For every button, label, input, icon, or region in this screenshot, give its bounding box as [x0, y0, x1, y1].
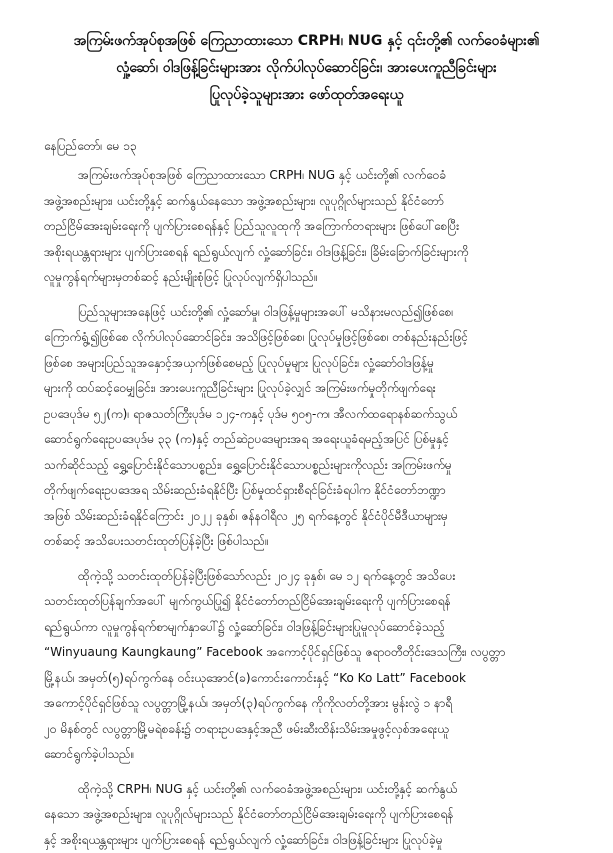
paragraph-line: အကောင့်ပိုင်ရှင်ဖြစ်သူ လပွတ္တာမြို့နယ်၊ အမှတ်(၃)ရပ်ကွက်နေ ကိုကိုလတ်တို့အား မွန်းလွဲ ၁ နာရီ	[44, 691, 569, 717]
paragraph-line: လူမှုကွန်ရက်များမှတစ်ဆင့် နည်းမျိုးစုံဖြင့် ပြုလုပ်လျက်ရှိပါသည်။	[44, 265, 569, 291]
paragraph-4	[44, 777, 569, 853]
paragraph-line: အစိုးရယန္တရားများ ပျက်ပြားစေရန် ရည်ရွယ်လျက် လှုံ့ဆော်ခြင်း၊ ဝါဒဖြန့်ခြင်း၊ ခြိမ်းခြောက်ခြင်းများကို	[44, 240, 569, 266]
paragraph-line: ပြည်သူများအနေဖြင့် ယင်းတို့၏ လှုံ့ဆော်မှု၊ ဝါဒဖြန့်မှုများအပေါ် မသိနားမလည်၍ဖြစ်စေ၊	[44, 300, 569, 326]
paragraph-line: အကြမ်းဖက်အုပ်စုအဖြစ် ကြေညာထားသော CRPH၊ NUG နှင့် ယင်းတို့၏ လက်ဝေခံ	[44, 163, 569, 189]
paragraph-line: ၂၀ မိနစ်တွင် လပွတ္တာမြို့မရဲစခန်း၌ တရားဥပဒေနှင့်အညီ ဖမ်းဆီးထိန်းသိမ်းအမှုဖွင့်လှစ်အရေးယူ	[44, 717, 569, 743]
paragraph-line: ကြောက်ရွံ့၍ဖြစ်စေ လိုက်ပါလုပ်ဆောင်ခြင်း၊ အသိဖြင့်ဖြစ်စေ၊ ပြုလုပ်မှုဖြင့်ဖြစ်စေ၊ တစ်နည်းနည်းဖြင့်	[44, 325, 569, 351]
paragraph-line: ဆောင်ရွက်ခဲ့ပါသည်။	[44, 742, 569, 768]
paragraph-line: တစ်ဆင့် အသိပေးသတင်းထုတ်ပြန်ခဲ့ပြီး ဖြစ်ပါသည်။	[44, 529, 569, 555]
paragraph-line: မြို့နယ်၊ အမှတ်(၅)ရပ်ကွက်နေ ဝင်းယုအောင်(ခ)ကောင်းကောင်းနှင့် “Ko Ko Latt” Facebook	[44, 666, 569, 692]
paragraph-line: များကို ထပ်ဆင့်ဝေမျှခြင်း၊ အားပေးကူညီခြင်းများ ပြုလုပ်ခဲ့လျှင် အကြမ်းဖက်မှုတိုက်ဖျက်ရေး	[44, 376, 569, 402]
paragraph-line: ရည်ရွယ်ကာ လူမှုကွန်ရက်စာမျက်နှာပေါ်၌ လှုံ့ဆော်ခြင်း၊ ဝါဒဖြန့်ခြင်းများပြုမူလုပ်ဆောင်ခဲ့သည့်	[44, 615, 569, 641]
title-line: ပြုလုပ်ခဲ့သူများအား ဖော်ထုတ်အရေးယူ	[44, 82, 569, 109]
paragraph-line: နေသော အဖွဲ့အစည်းများ၊ လူပုဂ္ဂိုလ်များသည် နိုင်ငံတော်တည်ငြိမ်အေးချမ်းရေးကို ပျက်ပြားစေရန်	[44, 802, 569, 828]
paragraph-line: သတင်းထုတ်ပြန်ချက်အပေါ် မျက်ကွယ်ပြု၍ နိုင်ငံတော်တည်ငြိမ်အေးချမ်းရေးကို ပျက်ပြားစေရန်	[44, 589, 569, 615]
dateline: နေပြည်တော်၊ မေ ၁၃	[44, 135, 569, 157]
title-line: လှုံ့ဆော်၊ ဝါဒဖြန့်ခြင်းများအား လိုက်ပါလုပ်ဆောင်ခြင်း၊ အားပေးကူညီခြင်းများ	[44, 55, 569, 82]
title-line: အကြမ်းဖက်အုပ်စုအဖြစ် ကြေညာထားသော CRPH၊ NUG နှင့် ၎င်းတို့၏ လက်ဝေခံများ၏	[44, 28, 569, 55]
paragraph-2	[44, 300, 569, 555]
document-title	[44, 28, 569, 109]
paragraph-line: “Winyuaung Kaungkaung” Facebook အကောင့်ပိုင်ရှင်ဖြစ်သူ ဇရာဝတီတိုင်းဒေသကြီး၊ လပွတ္တာ	[44, 640, 569, 666]
paragraph-line: နှင့် အစိုးရယန္တရားများ ပျက်ပြားစေရန် ရည်ရွယ်လျက် လှုံ့ဆော်ခြင်း၊ ဝါဒဖြန့်ခြင်းများ ပြုလုပ်ခဲ့မှု	[44, 828, 569, 853]
paragraph-line: ထိုကဲ့သို့ CRPH၊ NUG နှင့် ယင်းတို့၏ လက်ဝေခံအဖွဲ့အစည်းများ၊ ယင်းတို့နှင့် ဆက်နွယ်	[44, 777, 569, 803]
paragraph-line: ဖြစ်စေ အများပြည်သူအနှောင့်အယှက်ဖြစ်စေမည့် ပြုလုပ်မှုများ ပြုလုပ်ခြင်း၊ လှုံ့ဆော်ဝါဒဖြန့်မှု	[44, 351, 569, 377]
paragraph-line: ဆောင်ရွက်ရေးဥပဒေပုဒ်မ ၃၃ (က)နှင့် တည်ဆဲဥပဒေများအရ အရေးယူခံရမည့်အပြင် ပြစ်မှုနှင့်	[44, 427, 569, 453]
paragraph-3	[44, 564, 569, 768]
paragraph-line: ထိုကဲ့သို့ သတင်းထုတ်ပြန်ခဲ့ပြီးဖြစ်သော်လည်း ၂၀၂၄ ခုနှစ်၊ မေ ၁၂ ရက်နေ့တွင် အသိပေး	[44, 564, 569, 590]
paragraph-line: အဖြစ် သိမ်းဆည်းခံရနိုင်ကြောင်း ၂၀၂၂ ခုနှစ်၊ ဇန်နဝါရီလ ၂၅ ရက်နေ့တွင် နိုင်ငံပိုင်မီဒီယာများမှ	[44, 504, 569, 530]
paragraph-1	[44, 163, 569, 291]
paragraph-line: ဥပဒေပုဒ်မ ၅၂(က)၊ ရာဇသတ်ကြီးပုဒ်မ ၁၂၄-ကနှင့် ပုဒ်မ ၅၀၅-က၊ အီလက်ထရောနစ်ဆက်သွယ်	[44, 402, 569, 428]
paragraph-line: အဖွဲ့အစည်းများ၊ ယင်းတို့နှင့် ဆက်နွယ်နေသော အဖွဲ့အစည်းများ၊ လူပုဂ္ဂိုလ်များသည် နိုင်ငံတော်	[44, 189, 569, 215]
paragraph-line: တည်ငြိမ်အေးချမ်းရေးကို ပျက်ပြားစေရန်နှင့် ပြည်သူလူထုကို အကြောက်တရားများ ဖြစ်ပေါ်စေပြီး	[44, 214, 569, 240]
paragraph-line: သက်ဆိုင်သည့် ရွှေ့ပြောင်းနိုင်သောပစ္စည်း၊ ရွှေ့ပြောင်းနိုင်သောပစ္စည်းများကိုလည်း အကြမ်းဖက်မှု	[44, 453, 569, 479]
paragraph-line: တိုက်ဖျက်ရေးဥပဒေအရ သိမ်းဆည်းခံရနိုင်ပြီး ပြစ်မှုထင်ရှားစီရင်ခြင်းခံရပါက နိုင်ငံတော်ဘဏ္ဍာ	[44, 478, 569, 504]
